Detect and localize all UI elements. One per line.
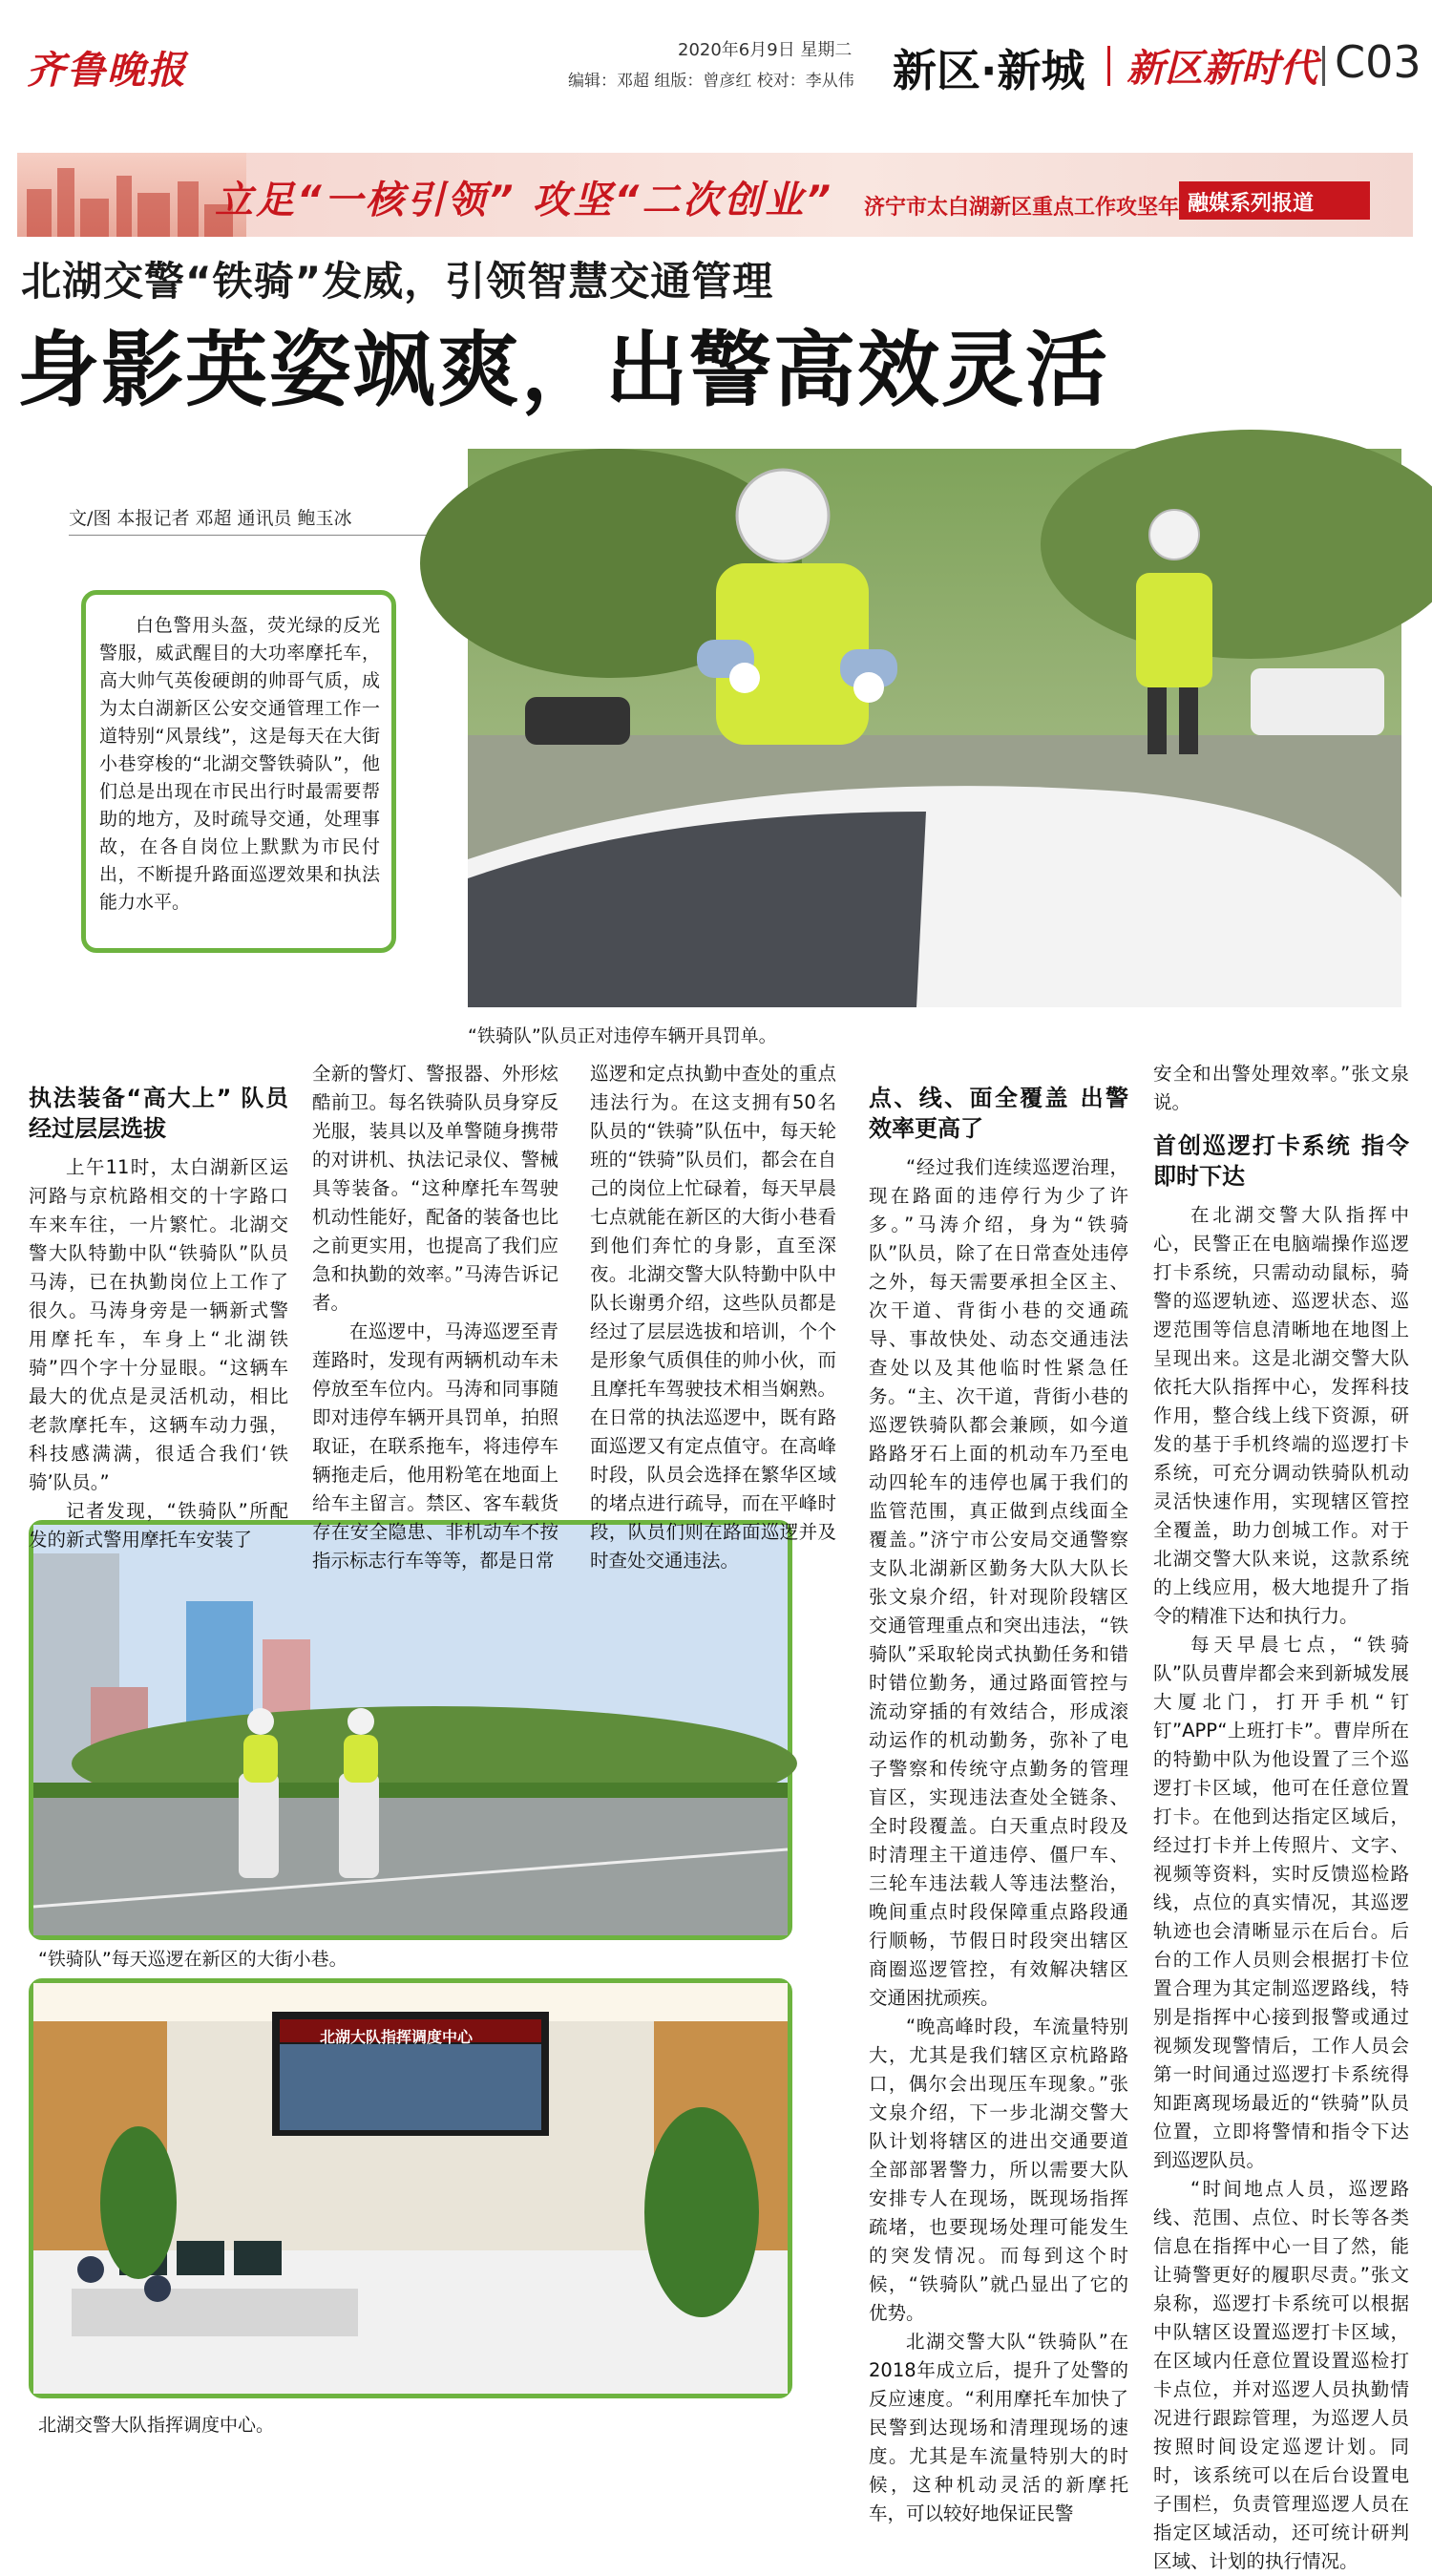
- photo-police-issuing-ticket: [468, 449, 1401, 1007]
- skyline-graphic: [17, 153, 246, 237]
- paragraph: 记者发现，“铁骑队”所配发的新式警用摩托车安装了: [29, 1500, 288, 1551]
- paragraph: 安全和出警处理效率。”张文泉说。: [1153, 1063, 1409, 1113]
- paragraph: 巡逻和定点执勤中查处的重点违法行为。在这支拥有50名队员的“铁骑”队伍中，每天轮班的“铁骑”队员们，都会在自己的岗位上忙碌着，每天早晨七点就能在新区的大街小巷看到他们奔忙的身影，直至深夜。北湖交警大队特勤中队中队长谢勇介绍，这些队员都是经过了层层选拔和培训，个个是形象气质俱佳的帅小伙，而且摩托车驾驶技术相当娴熟。在日常的执法巡逻中，既有路面巡逻又有定点值守。在高峰时段，队员会选择在繁华区域的堵点进行疏导，而在平峰时段，队员们则在路面巡逻并及时查处交通违法。: [590, 1063, 836, 1572]
- series-label: 融媒系列报道: [1188, 192, 1315, 216]
- editor-credits: 编辑：邓超 组版：曾彦红 校对：李从伟: [568, 72, 854, 91]
- subheading: 首创巡逻打卡系统 指令即时下达: [1153, 1132, 1409, 1190]
- kicker-headline: 北湖交警“铁骑”发威，引领智慧交通管理: [21, 258, 774, 305]
- photo-caption: “铁骑队”队员正对违停车辆开具罚单。: [468, 1025, 777, 1046]
- photo-caption: “铁骑队”每天巡逻在新区的大街小巷。: [38, 1949, 347, 1970]
- byline: 文/图 本报记者 邓超 通讯员 鲍玉冰: [69, 508, 352, 529]
- paragraph: “经过我们连续巡逻治理，现在路面的违停行为少了许多。”马涛介绍，身为“铁骑队”队员，除了在日常查处违停之外，每天需要承担全区主、次干道、背街小巷的交通疏导、事故快处、动态交通违法查处以及其他临时性紧急任务。“主、次干道，背街小巷的巡逻铁骑队都会兼顾，如今道路路牙石上面的机动车乃至电动四轮车的违停也属于我们的监管范围，真正做到点线面全覆盖。”济宁市公安局交通警察支队北湖新区勤务大队大队长张文泉介绍，针对现阶段辖区交通管理重点和突出违法，“铁骑队”采取轮岗式执勤任务和错时错位勤务，通过路面管控与流动穿插的有效结合，形成滚动运作的机动勤务，弥补了电子警察和传统守点勤务的管理盲区，实现违法查处全链条、全时段覆盖。白天重点时段及时清理主干道违停、僵尸车、三轮车违法载人等违法整治，晚间重点时段保障重点路段通行顺畅，节假日时段突出辖区商圈巡逻管控，有效解决辖区交通困扰顽疾。: [869, 1156, 1128, 2009]
- intro-text: 白色警用头盔，荧光绿的反光警服，威武醒目的大功率摩托车，高大帅气英俊硬朗的帅哥气质，成为太白湖新区公安交通管理工作一道特别“风景线”，这是每天在大街小巷穿梭的“北湖交警铁骑队”，他们总是出现在市民出行时最需要帮助的地方，及时疏导交通，处理事故，在各自岗位上默默为市民付出，不断提升路面巡逻效果和执法能力水平。: [99, 615, 380, 913]
- article-column-2: [312, 1060, 558, 1575]
- photo-caption: 北湖交警大队指挥调度中心。: [38, 2415, 275, 2436]
- screen-title: 北湖大队指挥调度中心: [320, 2028, 474, 2046]
- photo-motorcycle-patrol: [29, 1520, 792, 1940]
- paragraph: 每天早晨七点，“铁骑队”队员曹岸都会来到新城发展大厦北门，打开手机“钉钉”APP“上班打卡”。曹岸所在的特勤中队为他设置了三个巡逻打卡区域，他可在任意位置打卡。在他到达指定区域后，经过打卡并上传照片、文字、视频等资料，实时反馈巡检路线，点位的真实情况，其巡逻轨迹也会清晰显示在后台。后台的工作人员则会根据打卡位置合理为其定制巡逻路线，特别是指挥中心接到报警或通过视频发现警情后，工作人员会第一时间通过巡逻打卡系统得知距离现场最近的“铁骑”队员位置，立即将警情和指令下达到巡逻队员。: [1153, 1634, 1409, 2171]
- banner-subtitle: 济宁市太白湖新区重点工作攻坚年: [864, 196, 1180, 220]
- article-column-5: [1153, 1060, 1409, 2576]
- paragraph: 在巡逻中，马涛巡逻至青莲路时，发现有两辆机动车未停放至车位内。马涛和同事随即对违停车辆开具罚单，拍照取证，在联系拖车，将违停车辆拖走后，他用粉笔在地面上给车主留言。禁区、客车载货存在安全隐患、非机动车不按指示标志行车等等，都是日常: [312, 1320, 558, 1572]
- paragraph: 上午11时，太白湖新区运河路与京杭路相交的十字路口车来车往，一片繁忙。北湖交警大队特勤中队“铁骑队”队员马涛，已在执勤岗位上工作了很久。马涛身旁是一辆新式警用摩托车，车身上“北湖铁骑”四个字十分显眼。“这辆车最大的优点是灵活机动，相比老款摩托车，这辆车动力强，科技感满满，很适合我们‘铁骑’队员。”: [29, 1156, 288, 1493]
- divider: [1107, 46, 1110, 86]
- photo-command-center: [29, 1978, 792, 2398]
- intro-box: [81, 590, 396, 953]
- section-brand-logo: 新区新时代: [1127, 46, 1317, 91]
- main-headline: 身影英姿飒爽，出警高效灵活: [17, 323, 1109, 418]
- paragraph: “时间地点人员，巡逻路线、范围、点位、时长等各类信息在指挥中心一目了然，能让骑警更好的履职尽责。”张文泉称，巡逻打卡系统可以根据中队辖区设置巡逻打卡区域，在区域内任意位置设置巡检打卡点位，并对巡逻人员执勤情况进行跟踪管理，为巡逻人员按照时间设定巡逻计划。同时，该系统可以在后台设置电子围栏，负责管理巡逻人员在指定区域活动，还可统计研判区域、计划的执行情况。: [1153, 2178, 1409, 2572]
- divider: [69, 535, 455, 536]
- article-column-3: [590, 1060, 836, 1575]
- article-column-4: [869, 1077, 1128, 2528]
- banner-slogan: 立足“一核引领” 攻坚“二次创业”: [215, 179, 833, 222]
- paragraph: 全新的警灯、警报器、外形炫酷前卫。每名铁骑队员身穿反光服，装具以及单警随身携带的对讲机、执法记录仪、警械具等装备。“这种摩托车驾驶机动性能好，配备的装备也比之前更实用，也提高了我们应急和执勤的效率。”马涛告诉记者。: [312, 1063, 558, 1314]
- newspaper-logo: 齐鲁晚报: [27, 48, 187, 93]
- divider: [1322, 46, 1325, 86]
- issue-date: 2020年6月9日 星期二: [678, 40, 853, 60]
- subheading: 点、线、面全覆盖 出警效率更高了: [869, 1085, 1128, 1142]
- paragraph: 北湖交警大队“铁骑队”在2018年成立后，提升了处警的反应速度。“利用摩托车加快了民警到达现场和清理现场的速度。尤其是车流量特别大的时候，这种机动灵活的新摩托车，可以较好地保证民警: [869, 2331, 1128, 2524]
- article-column-1: [29, 1077, 288, 1554]
- page-number: C03: [1335, 36, 1421, 88]
- paragraph: 在北湖交警大队指挥中心，民警正在电脑端操作巡逻打卡系统，只需动动鼠标，骑警的巡逻轨迹、巡逻状态、巡逻范围等信息清晰地在地图上呈现出来。这是北湖交警大队依托大队指挥中心，发挥科技作用，整合线上线下资源，研发的基于手机终端的巡逻打卡系统，可充分调动铁骑队机动灵活快速作用，实现辖区管控全覆盖，助力创城工作。对于北湖交警大队来说，这款系统的上线应用，极大地提升了指令的精准下达和执行力。: [1153, 1204, 1409, 1627]
- campaign-banner: [17, 153, 1413, 237]
- paragraph: “晚高峰时段，车流量特别大，尤其是我们辖区京杭路路口，偶尔会出现压车现象。”张文泉介绍，下一步北湖交警大队计划将辖区的进出交通要道全部部署警力，所以需要大队安排专人在现场，既现场指挥疏堵，也要现场处理可能发生的突发情况。而每到这个时候，“铁骑队”就凸显出了它的优势。: [869, 2016, 1128, 2324]
- subheading: 执法装备“高大上” 队员经过层层选拔: [29, 1085, 288, 1142]
- section-title: 新区·新城: [893, 45, 1085, 96]
